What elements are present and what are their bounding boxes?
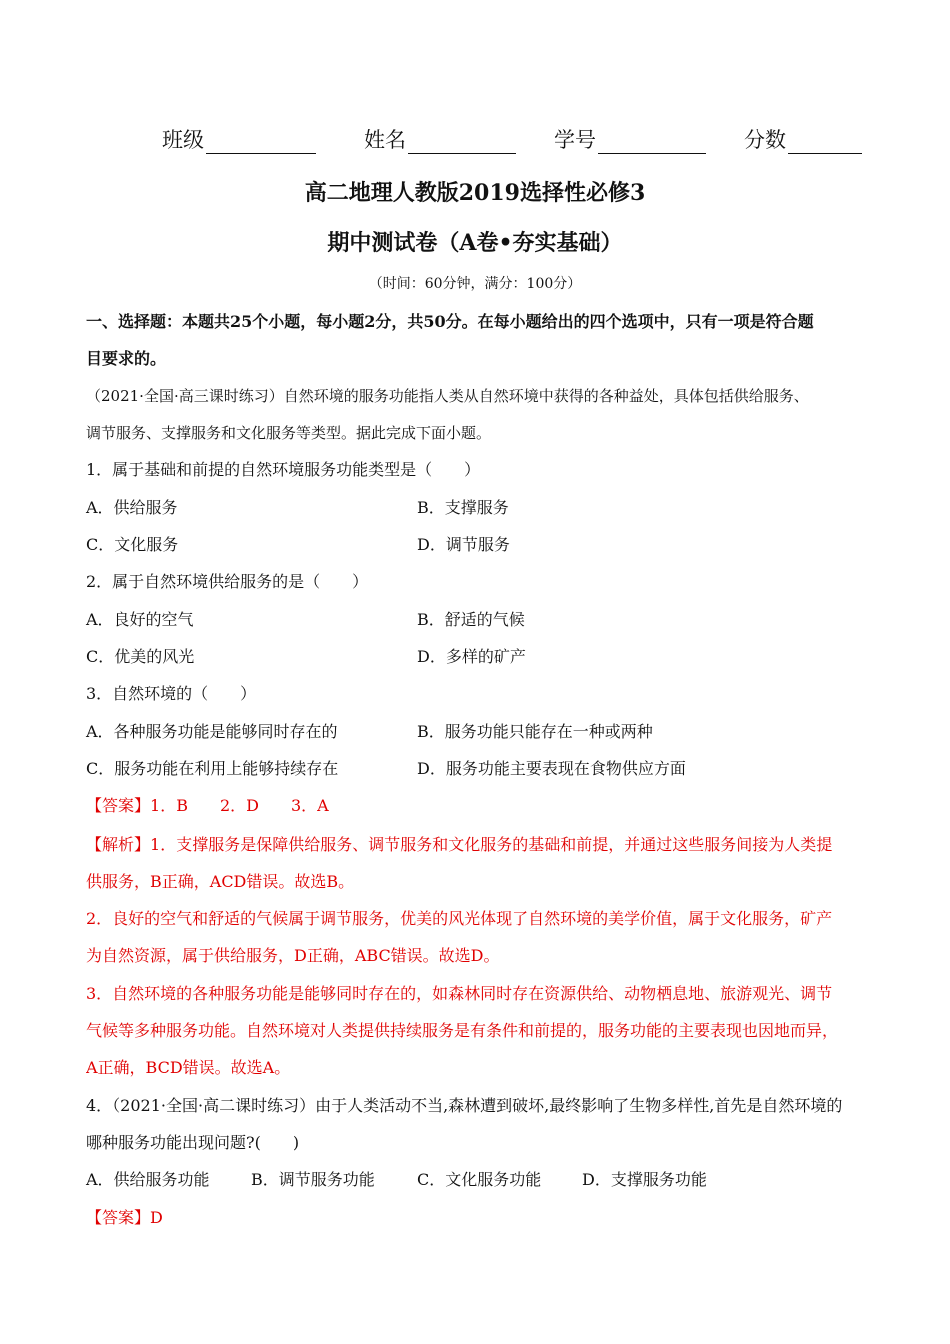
q3-option-a: A．各种服务功能是能够同时存在的 <box>86 722 338 741</box>
q4-stem-line1: 4．（2021·全国·高二课时练习）由于人类活动不当,森林遭到破坏,最终影响了生物多样性,首先是自然环境的 <box>86 1096 843 1115</box>
q4-stem-line2: 哪种服务功能出现问题?( ) <box>86 1133 300 1152</box>
q4-option-d: D．支撑服务功能 <box>582 1170 707 1189</box>
q2-option-b: B．舒适的气候 <box>417 610 525 629</box>
q2-option-a: A．良好的空气 <box>86 610 194 629</box>
student-id-blank[interactable] <box>598 131 706 154</box>
analysis-line5: 3．自然环境的各种服务功能是能够同时存在的，如森林同时存在资源供给、动物栖息地、旅游观光、调节 <box>86 984 833 1003</box>
score-field[interactable] <box>744 124 862 154</box>
q2-option-c: C．优美的风光 <box>86 647 195 666</box>
section-instructions-line2: 目要求的。 <box>86 349 167 368</box>
q3-option-c: C．服务功能在利用上能够持续存在 <box>86 759 339 778</box>
analysis-text-1: 1．支撑服务是保障供给服务、调节服务和文化服务的基础和前提，并通过这些服务间接为人类提 <box>150 835 833 854</box>
name-field[interactable] <box>364 124 516 154</box>
analysis-line2: 供服务，B正确，ACD错误。故选B。 <box>86 872 355 891</box>
answer-tag: 【答案】 <box>86 1208 151 1227</box>
q3-stem: 3．自然环境的（ ） <box>86 684 257 703</box>
student-info-fields <box>162 124 882 156</box>
analysis-line4: 为自然资源，属于供给服务，D正确，ABC错误。故选D。 <box>86 946 500 965</box>
q1-option-d: D．调节服务 <box>417 535 510 554</box>
answer-tag: 【答案】 <box>86 796 151 815</box>
q1-option-b: B．支撑服务 <box>417 498 509 517</box>
page-title: 高二地理人教版2019选择性必修3 <box>304 180 646 206</box>
student-id-label: 学号 <box>554 128 596 152</box>
q4-option-a: A．供给服务功能 <box>86 1170 210 1189</box>
q1-option-a: A．供给服务 <box>86 498 178 517</box>
q3-option-d: D．服务功能主要表现在食物供应方面 <box>417 759 686 778</box>
score-blank[interactable] <box>788 131 862 154</box>
material-line2: 调节服务、支撑服务和文化服务等类型。据此完成下面小题。 <box>86 424 492 442</box>
q1-option-c: C．文化服务 <box>86 535 179 554</box>
name-label: 姓名 <box>364 128 406 152</box>
section-instructions-line1: 一、选择题：本题共25个小题，每小题2分，共50分。在每小题给出的四个选项中，只有一项是符合题 <box>86 312 814 331</box>
answer-block-4 <box>86 1205 876 1228</box>
class-field[interactable] <box>162 124 316 154</box>
analysis-line3: 2．良好的空气和舒适的气候属于调节服务，优美的风光体现了自然环境的美学价值，属于文化服务，矿产 <box>86 909 833 928</box>
q4-option-c: C．文化服务功能 <box>417 1170 542 1189</box>
answer-text: D <box>150 1208 163 1227</box>
exam-info: （时间：60分钟，满分：100分） <box>368 276 582 292</box>
name-blank[interactable] <box>408 131 516 154</box>
student-id-field[interactable] <box>554 124 706 154</box>
score-label: 分数 <box>744 128 786 152</box>
answer-text: 1．B 2．D 3．A <box>150 796 329 815</box>
analysis-line7: A正确，BCD错误。故选A。 <box>86 1058 291 1077</box>
q3-option-b: B．服务功能只能存在一种或两种 <box>417 722 653 741</box>
q2-stem: 2．属于自然环境供给服务的是（ ） <box>86 572 369 591</box>
class-label: 班级 <box>162 128 204 152</box>
page-subtitle: 期中测试卷（A卷•夯实基础） <box>327 230 623 256</box>
q4-option-b: B．调节服务功能 <box>251 1170 375 1189</box>
class-blank[interactable] <box>206 131 316 154</box>
analysis-tag: 【解析】 <box>86 835 151 854</box>
q1-stem: 1．属于基础和前提的自然环境服务功能类型是（ ） <box>86 460 481 479</box>
analysis-line1 <box>86 832 876 855</box>
material-line1: （2021·全国·高三课时练习）自然环境的服务功能指人类从自然环境中获得的各种益处，具体包括供给服务、 <box>86 387 809 405</box>
q2-option-d: D．多样的矿产 <box>417 647 526 666</box>
analysis-line6: 气候等多种服务功能。自然环境对人类提供持续服务是有条件和前提的，服务功能的主要表现也因地而异， <box>86 1021 839 1040</box>
answer-block-1 <box>86 793 876 816</box>
